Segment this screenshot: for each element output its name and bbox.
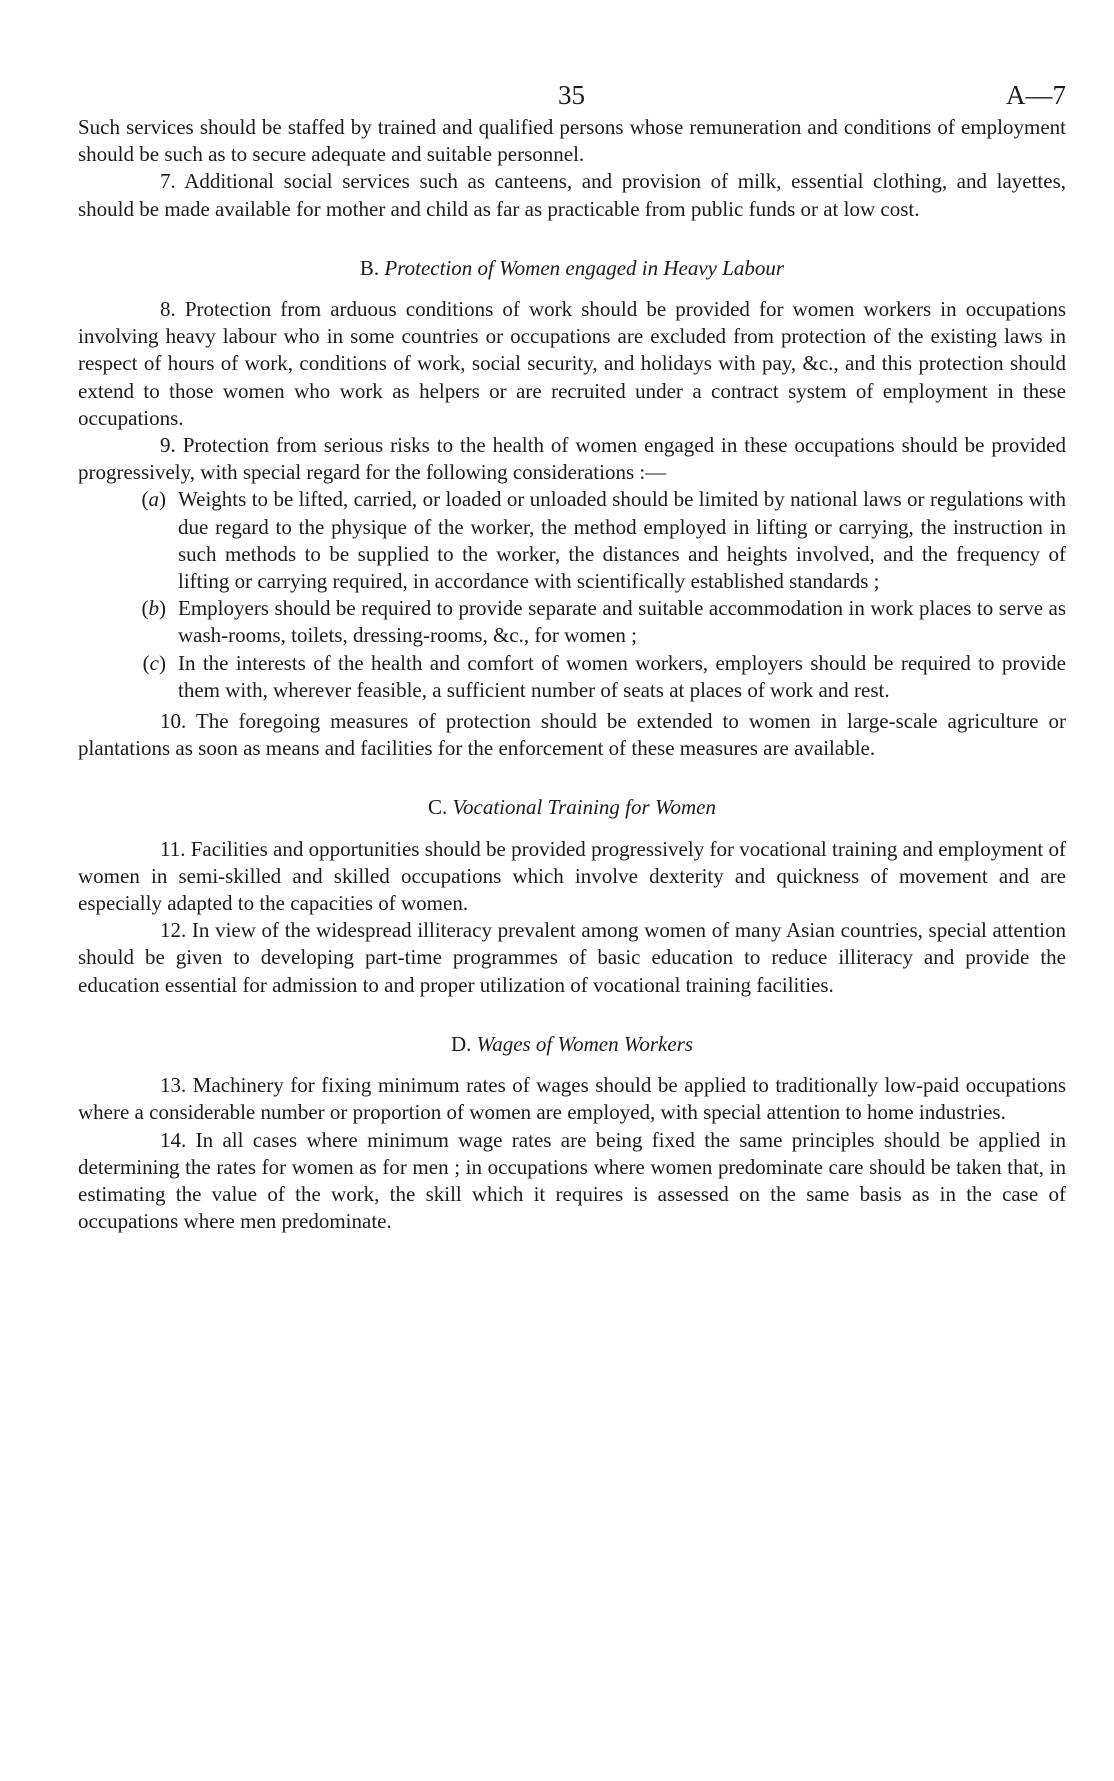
section-d-heading	[78, 1031, 1066, 1058]
paragraph-13: 13. Machinery for fixing minimum rates of wages should be applied to traditionally low-paid occupations where a considerable number or proportion of women are employed, with special attention to home industries.	[78, 1073, 1066, 1125]
paragraph-12: 12. In view of the widespread illiteracy prevalent among women of many Asian countries, special attention should be given to developing part-time programmes of basic education to reduce illiteracy and provide the education essential for admission to and proper utilization of vocational training facilities.	[78, 918, 1066, 997]
section-c-letter: C.	[427, 795, 448, 820]
list-item-c: (c) In the interests of the health and comfort of women workers, employers should be required to provide them with, wherever feasible, a sufficient number of seats at places of work and rest.	[78, 650, 1066, 704]
list-item-text: In the interests of the health and comfort of women workers, employers should be required to provide them with, wherever feasible, a sufficient number of seats at places of work and rest.	[178, 650, 1066, 702]
page-header	[78, 70, 1066, 114]
paragraph-7: 7. Additional social services such as canteens, and provision of milk, essential clothing, and layettes, should be made available for mother and child as far as practicable from public funds or at low cost.	[78, 169, 1066, 221]
section-b-heading	[78, 255, 1066, 282]
page-number: 35	[558, 80, 585, 110]
paragraph-10: 10. The foregoing measures of protection should be extended to women in large-scale agriculture or plantations as soon as means and facilities for the enforcement of these measures are available.	[78, 709, 1066, 761]
paragraph-continuation: Such services should be staffed by trained and qualified persons whose remuneration and conditions of employment should be such as to secure adequate and suitable personnel.	[78, 115, 1066, 167]
paragraph-9: 9. Protection from serious risks to the health of women engaged in these occupations should be provided progressively, with special regard for the following considerations :—	[78, 433, 1066, 485]
section-d-title: Wages of Women Workers	[476, 1031, 694, 1056]
list-item-a: (a) Weights to be lifted, carried, or loaded or unloaded should be limited by national laws or regulations with due regard to the physique of the worker, the method employed in lifting or carrying, the instruction in such methods to be supplied to the worker, the distances and heights involved, and the frequency of lifting or carrying required, in accordance with scientifically established standards ;	[78, 486, 1066, 595]
section-d-letter: D.	[450, 1031, 472, 1056]
paragraph-8: 8. Protection from arduous conditions of work should be provided for women workers in occupations involving heavy labour who in some countries or occupations are excluded from protection of the existing laws in respect of hours of work, conditions of work, social security, and holidays with pay, &c., and this protection should extend to those women who work as helpers or are recruited under a contract system of employment in these occupations.	[78, 297, 1066, 430]
paragraph-11: 11. Facilities and opportunities should be provided progressively for vocational training and employment of women in semi-skilled and skilled occupations which involve dexterity and quickness of movement and are especially adapted to the capacities of women.	[78, 836, 1066, 916]
section-c-heading	[78, 794, 1066, 821]
section-b-letter: B.	[359, 255, 380, 280]
document-reference: A—7	[1006, 80, 1066, 110]
list-item-label: a	[148, 487, 159, 512]
list-item-text: Weights to be lifted, carried, or loaded or unloaded should be limited by national laws or regulations with due regard to the physique of the worker, the method employed in lifting or carrying, the instruction in such methods to be supplied to the worker, the distances and heights involved, and the frequency of lifting or carrying required, in accordance with scientifically established standards ;	[178, 487, 1066, 594]
list-item-text: Employers should be required to provide separate and suitable accommodation in work places to serve as wash-rooms, toilets, dressing-rooms, &c., for women ;	[178, 596, 1066, 648]
list-item-b: (b) Employers should be required to provide separate and suitable accommodation in work places to serve as wash-rooms, toilets, dressing-rooms, &c., for women ;	[78, 595, 1066, 649]
paragraph-14: 14. In all cases where minimum wage rates are being fixed the same principles should be applied in determining the rates for women as for men ; in occupations where women predominate care should be taken that, in estimating the value of the work, the skill which it requires is assessed on the same basis as in the case of occupations where men predominate.	[78, 1127, 1066, 1234]
document-page	[78, 70, 1066, 1235]
section-c-title: Vocational Training for Women	[452, 795, 716, 820]
section-b-title: Protection of Women engaged in Heavy Labour	[384, 255, 785, 280]
list-item-label: b	[148, 596, 159, 621]
list-item-label: c	[149, 650, 159, 675]
